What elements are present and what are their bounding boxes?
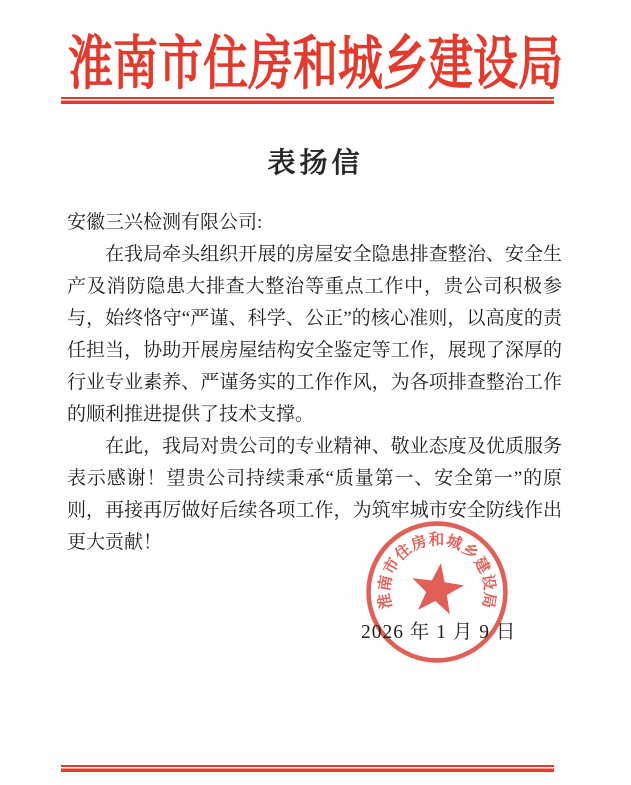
letterhead-title: 淮南市住房和城乡建设局 bbox=[67, 31, 563, 97]
seal-star-icon bbox=[408, 559, 466, 615]
document-title: 表扬信 bbox=[267, 148, 364, 179]
paragraph-1: 在我局牵头组织开展的房屋安全隐患排查整治、安全生产及消防隐患大排查大整治等重点工作中，贵公司积极参与，始终恪守“严谨、科学、公正”的核心准则，以高度的责任担当，协助开展房屋结构安全鉴定等工作，展现了深厚的行业专业素养、严谨务实的工作作风，为各项排查整治工作的顺利推进提供了技术支撑。 bbox=[67, 244, 562, 425]
paragraph-2: 在此，我局对贵公司的专业精神、敬业态度及优质服务表示感谢！望贵公司持续秉承“质量第一、安全第一”的原则，再接再厉做好后续各项工作，为筑牢城市安全防线作出更大贡献！ bbox=[67, 436, 562, 553]
salutation: 安徽三兴检测有限公司: bbox=[67, 212, 263, 233]
seal-text: 淮南市住房和城乡建设局 bbox=[376, 531, 498, 611]
header-rule bbox=[61, 97, 554, 104]
letter-body bbox=[67, 207, 562, 559]
footer-rule bbox=[61, 765, 554, 772]
letter-date: 2026 年 1 月 9 日 bbox=[361, 622, 517, 643]
